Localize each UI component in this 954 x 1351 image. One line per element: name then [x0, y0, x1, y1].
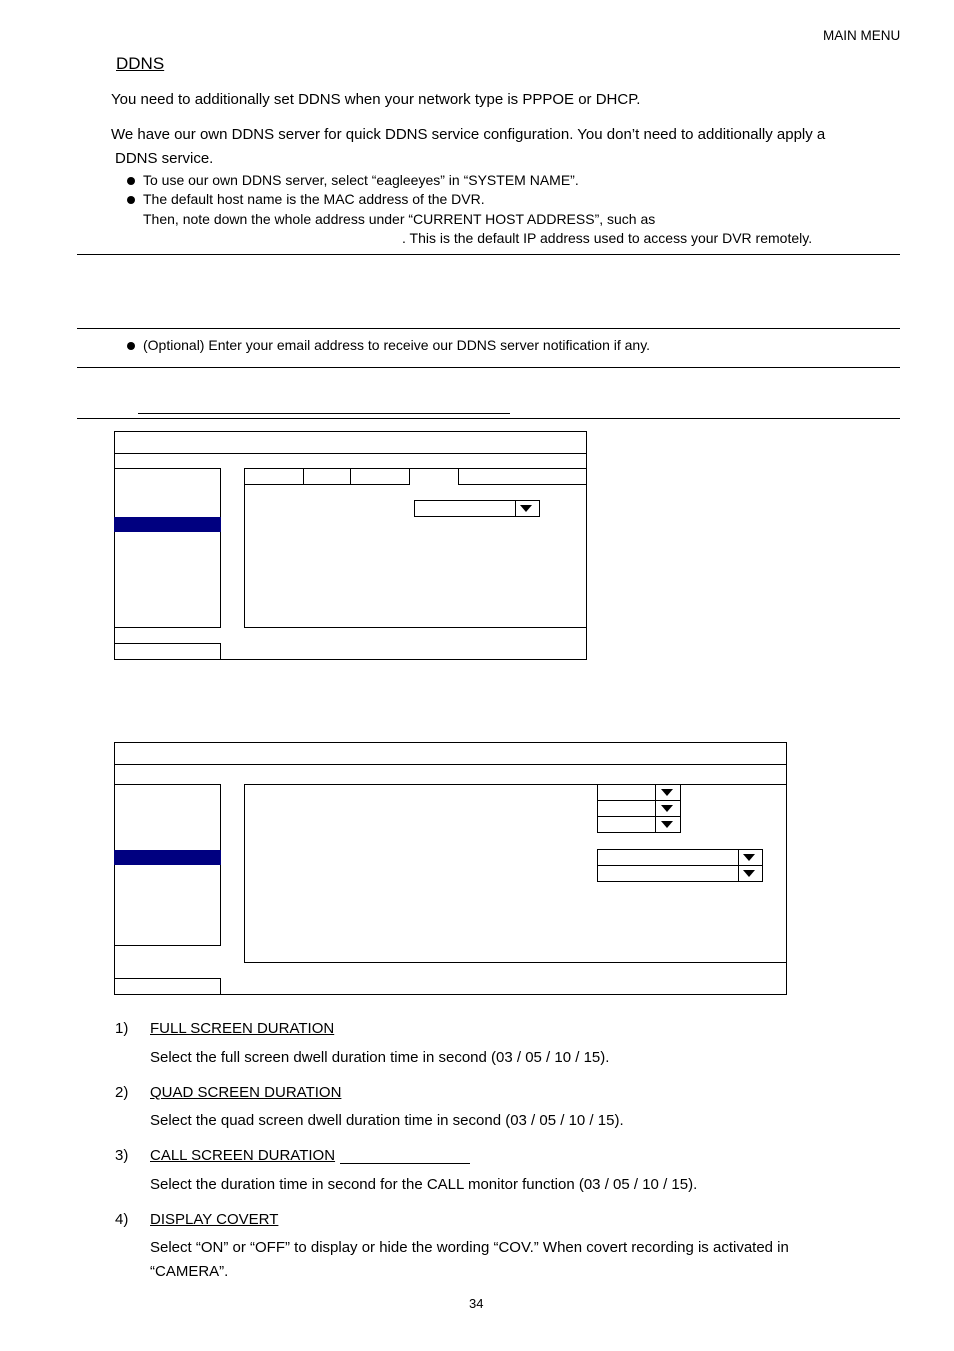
underline-rule — [138, 413, 510, 414]
divider — [77, 254, 900, 255]
ddns-bullet-1: To use our own DDNS server, select “eagleeyes” in “SYSTEM NAME”. — [143, 172, 579, 188]
divider — [77, 328, 900, 329]
ddns-bullet-2-end: . This is the default IP address used to access your DVR remotely. — [402, 230, 813, 246]
ddns-bullet-2: The default host name is the MAC address of the DVR. — [143, 191, 485, 207]
bullet-dot — [127, 177, 135, 185]
menu-sidebar — [114, 468, 221, 628]
menu-sidebar — [114, 784, 221, 946]
item-title: QUAD SCREEN DURATION — [150, 1084, 342, 1101]
item-description-cont: “CAMERA”. — [150, 1263, 229, 1280]
section-title: DDNS — [116, 54, 165, 73]
menu-footer-divider — [220, 978, 221, 995]
divider — [77, 367, 900, 368]
chevron-down-icon — [661, 789, 673, 796]
ddns-paragraph-2-cont: DDNS service. — [115, 150, 214, 167]
chevron-down-icon — [743, 870, 755, 877]
tab-divider — [409, 468, 410, 485]
call-screen-duration-dropdown[interactable] — [597, 816, 681, 833]
display-covert-dropdown[interactable] — [597, 849, 763, 866]
ddns-bullet-3: (Optional) Enter your email address to receive our DDNS server notification if any. — [143, 337, 651, 353]
item-description: Select the full screen dwell duration time in second (03 / 05 / 10 / 15). — [150, 1049, 610, 1066]
chevron-down-icon — [743, 854, 755, 861]
bullet-dot — [127, 196, 135, 204]
item-title: DISPLAY COVERT — [150, 1211, 279, 1228]
quad-screen-duration-dropdown[interactable] — [597, 800, 681, 817]
item-number: 1) — [115, 1020, 129, 1037]
item-number: 3) — [115, 1147, 129, 1164]
ddns-bullet-2-cont: Then, note down the whole address under “CURRENT HOST ADDRESS”, such as — [143, 211, 656, 227]
menu-sidebar-selected-item[interactable] — [114, 850, 221, 865]
menu-sidebar-selected-item[interactable] — [114, 517, 221, 532]
chevron-down-icon — [661, 821, 673, 828]
tab-divider — [303, 468, 304, 485]
bullet-dot — [127, 342, 135, 350]
system-name-dropdown[interactable] — [414, 500, 540, 517]
item-title: FULL SCREEN DURATION — [150, 1020, 335, 1037]
page-number: 34 — [469, 1296, 484, 1311]
item-description: Select the duration time in second for the CALL monitor function (03 / 05 / 10 / 15). — [150, 1176, 698, 1193]
ddns-paragraph-1: You need to additionally set DDNS when your network type is PPPOE or DHCP. — [111, 91, 641, 108]
chevron-down-icon — [520, 505, 532, 512]
full-screen-duration-dropdown[interactable] — [597, 784, 681, 801]
tab-divider — [350, 468, 351, 485]
menu-title-bar-divider — [114, 764, 787, 765]
ddns-paragraph-2: We have our own DDNS server for quick DDNS service configuration. You don’t need to additionally apply a — [111, 126, 826, 143]
menu-footer-divider — [114, 978, 221, 979]
display-option-dropdown[interactable] — [597, 865, 763, 882]
tab-baseline — [459, 484, 587, 485]
menu-content-panel — [244, 468, 587, 628]
tab-ddns-active[interactable] — [410, 484, 458, 486]
item-description: Select the quad screen dwell duration time in second (03 / 05 / 10 / 15). — [150, 1112, 624, 1129]
item-title: CALL SCREEN DURATION — [150, 1147, 336, 1164]
menu-tab-strip — [244, 468, 459, 485]
menu-title-bar-divider — [114, 453, 587, 454]
item-number: 4) — [115, 1211, 129, 1228]
menu-footer-divider — [220, 643, 221, 660]
underline-rule — [340, 1163, 470, 1164]
chevron-down-icon — [661, 805, 673, 812]
running-header: MAIN MENU — [823, 28, 901, 43]
item-number: 2) — [115, 1084, 129, 1101]
divider — [77, 418, 900, 419]
menu-footer-divider — [114, 643, 221, 644]
item-description: Select “ON” or “OFF” to display or hide the wording “COV.” When covert recording is activated in — [150, 1239, 789, 1256]
